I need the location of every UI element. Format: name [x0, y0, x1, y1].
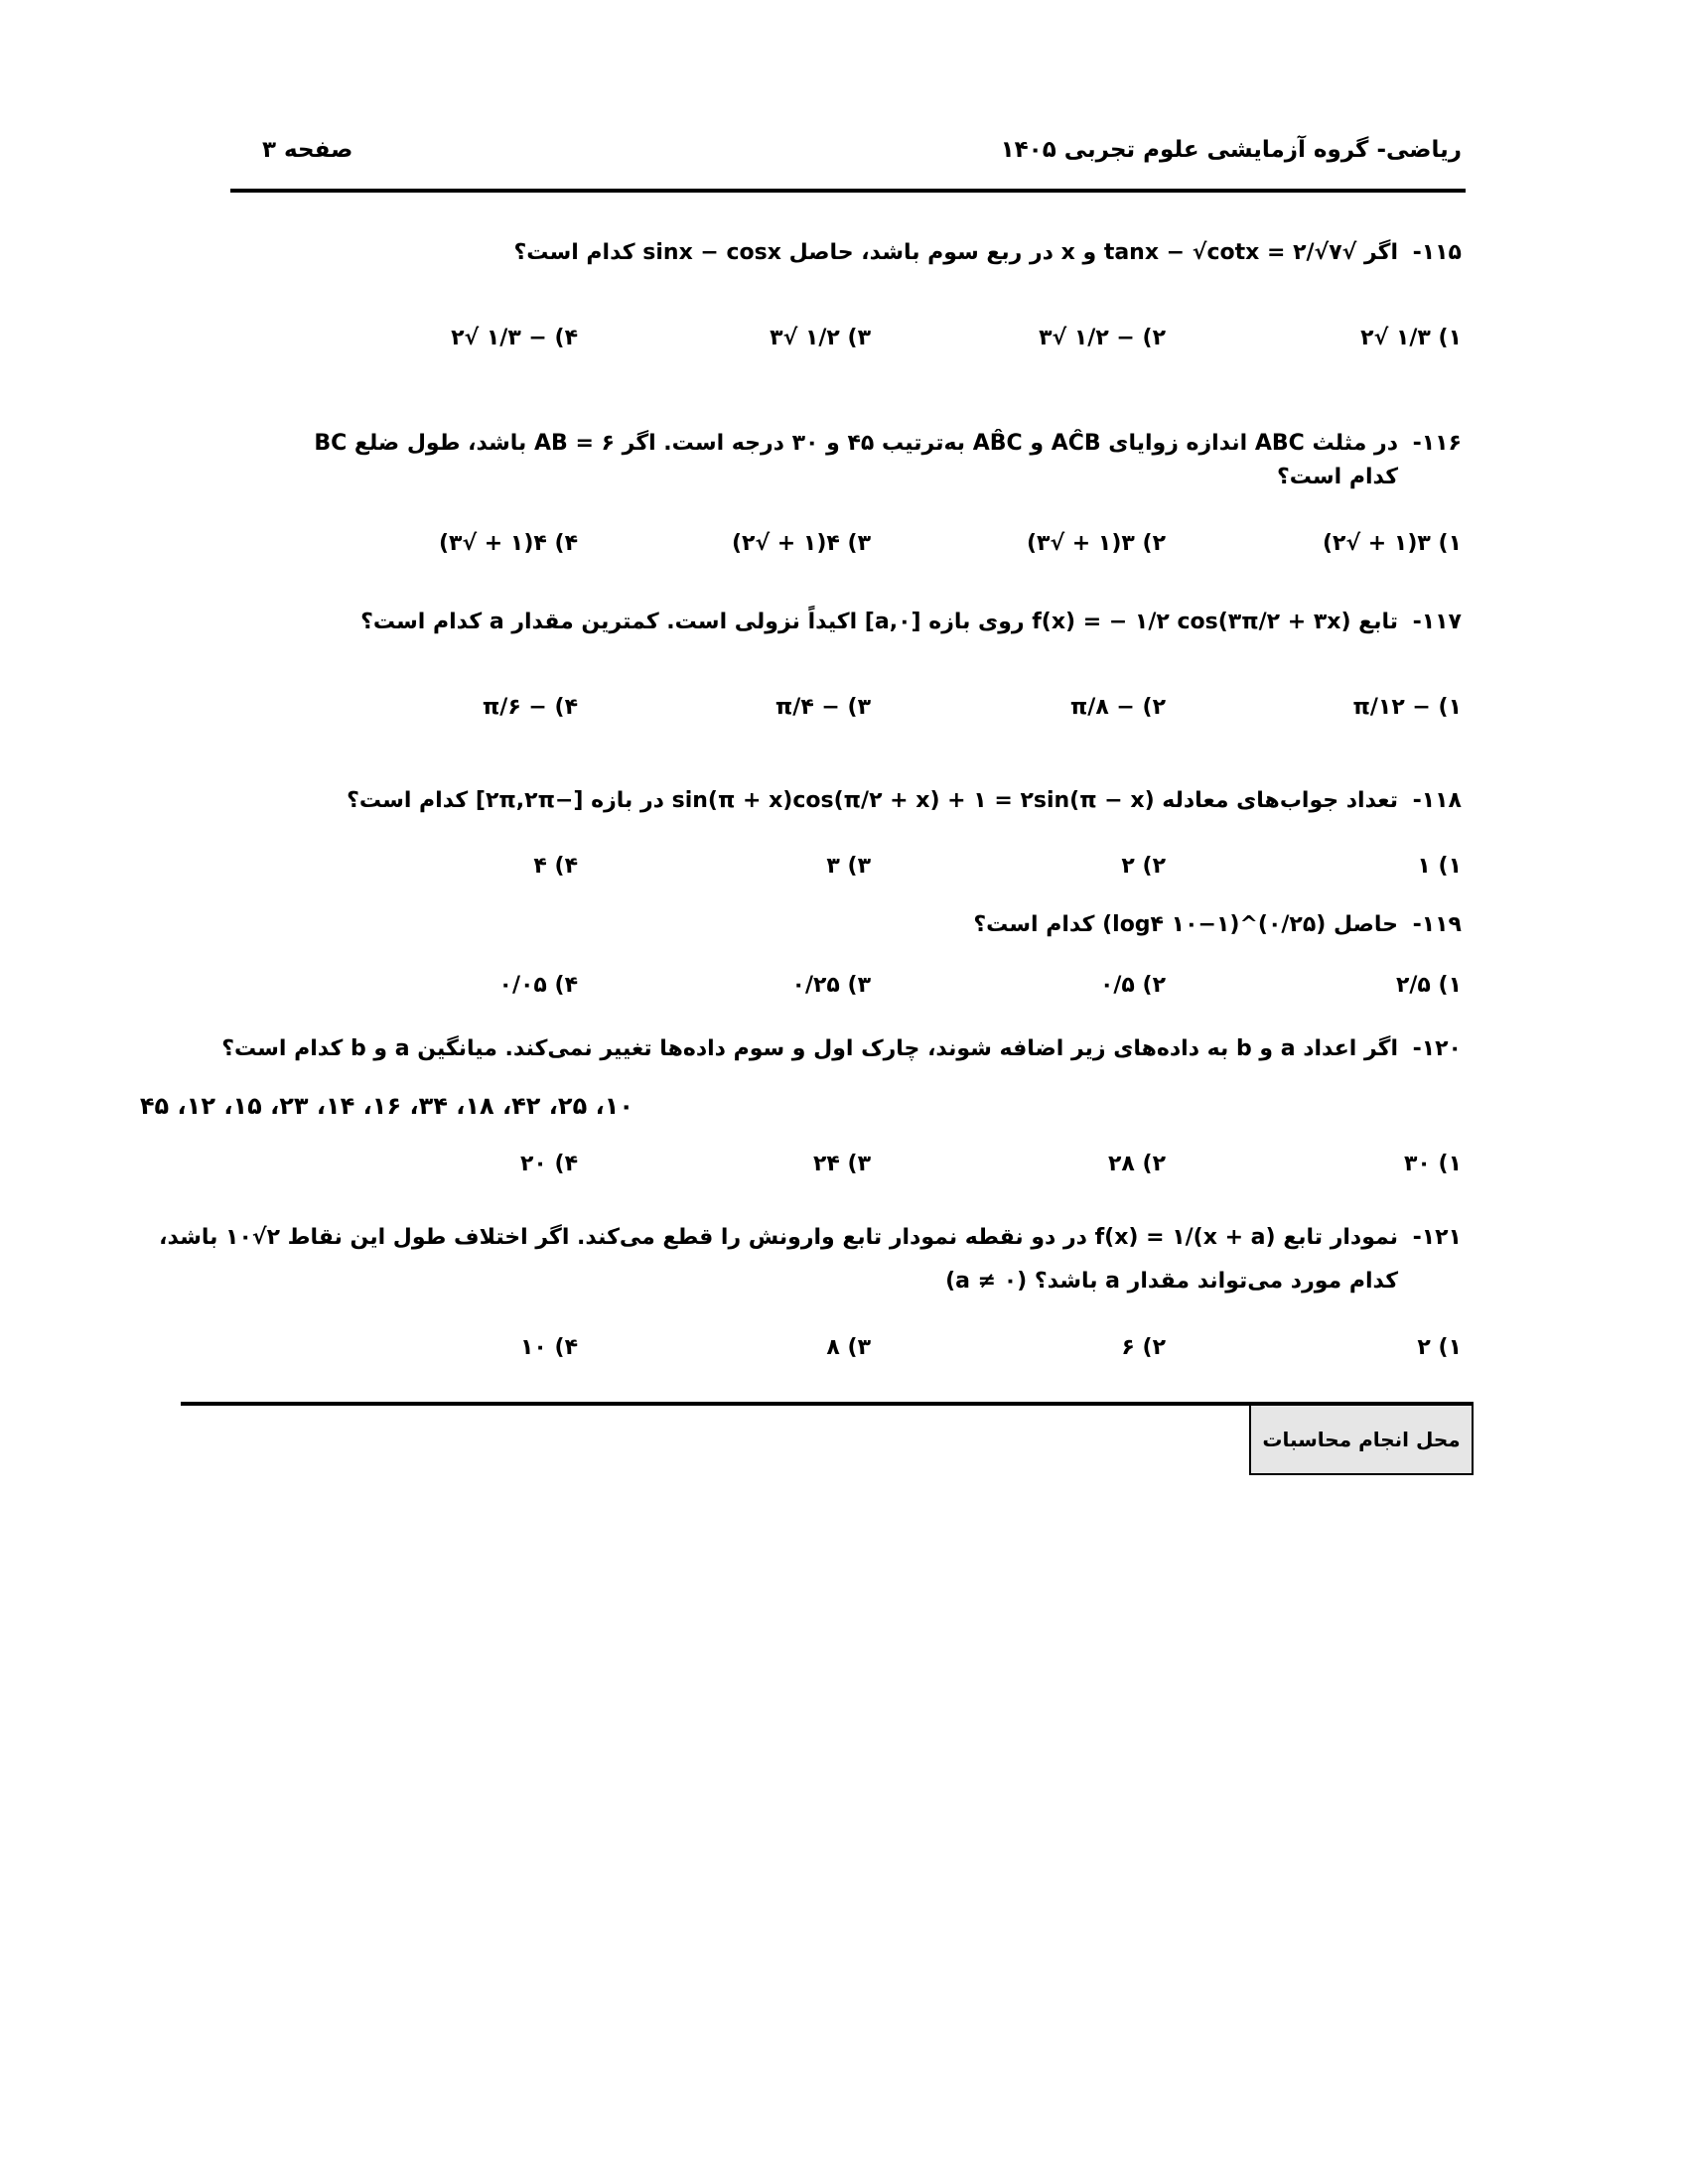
question-text: در مثلث ABC اندازه زوایای AĈB و AB̂C به‌ترتیب ۴۵ و ۳۰ درجه است. اگر AB = ۶ باشد، طول ضلع BC [314, 431, 1398, 456]
question-119 [201, 908, 1462, 942]
question-text: حاصل (۰/۲۵)^(۱−log۴ ۱۰) کدام است؟ [973, 912, 1398, 937]
question-text-line-2: کدام مورد می‌تواند مقدار a باشد؟ (a ≠ ۰) [945, 1269, 1398, 1294]
option-1[interactable]: ۱) − π/۱۲ [1352, 695, 1462, 720]
option-4[interactable]: ۴) ۰/۰۵ [498, 973, 578, 998]
options-119 [290, 973, 1462, 1013]
question-text: تابع f(x) = − ۱/۲ cos(۳π/۲ + ۳x) روی بازه [a,۰] اکیداً نزولی است. کمترین مقدار a کدام است؟ [360, 610, 1398, 634]
page-number: صفحه ۳ [262, 137, 353, 163]
option-3[interactable]: ۳) ۲۴ [812, 1152, 871, 1176]
question-text: اگر اعداد a و b به داده‌های زیر اضافه شوند، چارک اول و سوم داده‌ها تغییر نمی‌کند. میانگین a و b کدام است؟ [221, 1036, 1398, 1061]
option-4[interactable]: ۴) ۴ [533, 854, 578, 879]
options-115 [290, 326, 1462, 365]
question-121 [159, 1221, 1462, 1298]
option-2[interactable]: ۲) ۲ [1121, 854, 1166, 879]
question-120 [201, 1032, 1462, 1066]
question-number: ۱۱۶- [1412, 431, 1462, 456]
option-3[interactable]: ۳) − π/۴ [774, 695, 871, 720]
question-115 [201, 236, 1462, 270]
question-text: اگر √tanx − √cotx = ۲/√۷ و x در ربع سوم باشد، حاصل sinx − cosx کدام است؟ [513, 240, 1398, 265]
option-2[interactable]: ۲) − π/۸ [1069, 695, 1166, 720]
option-4[interactable]: ۴) − ۱/۳ √۲ [451, 326, 578, 350]
option-3[interactable]: ۳) ۸ [826, 1335, 871, 1360]
question-number: ۱۲۰- [1412, 1036, 1462, 1061]
question-117 [201, 606, 1462, 639]
option-2[interactable]: ۲) ۰/۵ [1099, 973, 1166, 998]
header-title: ریاضی- گروه آزمایشی علوم تجربی ۱۴۰۵ [1000, 137, 1462, 163]
option-4[interactable]: ۴) ۲۰ [519, 1152, 578, 1176]
option-2[interactable]: ۲) − ۱/۲ √۳ [1039, 326, 1166, 350]
question-text: تعداد جواب‌های معادله sin(π + x)cos(π/۲ + x) + ۱ = ۲sin(π − x) در بازه [−۲π,۲π] کدام است؟ [347, 788, 1398, 813]
question-number: ۱۱۵- [1412, 240, 1462, 265]
question-number: ۱۱۷- [1412, 610, 1462, 634]
option-1[interactable]: ۱) ۲/۵ [1395, 973, 1462, 998]
option-1[interactable]: ۱) ۲ [1417, 1335, 1462, 1360]
option-1[interactable]: ۱) ۳(۱ + √۲) [1322, 531, 1462, 556]
question-text: نمودار تابع f(x) = ۱/(x + a) در دو نقطه نمودار تابع وارونش را قطع می‌کند. اگر اختلاف طول این نقاط ۲√۱۰ باشد، [159, 1225, 1398, 1250]
option-2[interactable]: ۲) ۲۸ [1107, 1152, 1166, 1176]
option-3[interactable]: ۳) ۴(۱ + √۲) [731, 531, 871, 556]
question-number: ۱۱۹- [1412, 912, 1462, 937]
option-4[interactable]: ۴) − π/۶ [482, 695, 578, 720]
question-number: ۱۲۱- [1412, 1225, 1462, 1250]
option-4[interactable]: ۴) ۴(۱ + √۳) [438, 531, 578, 556]
header-divider [230, 189, 1466, 193]
option-1[interactable]: ۱) ۱/۳ √۲ [1360, 326, 1462, 350]
option-2[interactable]: ۲) ۳(۱ + √۳) [1026, 531, 1166, 556]
question-number: ۱۱۸- [1412, 788, 1462, 813]
options-118 [290, 854, 1462, 893]
option-4[interactable]: ۴) ۱۰ [519, 1335, 578, 1360]
options-121 [290, 1335, 1462, 1375]
question-118 [201, 784, 1462, 818]
question-text-line-2: کدام است؟ [1276, 465, 1398, 489]
option-3[interactable]: ۳) ۱/۲ √۳ [770, 326, 871, 350]
option-2[interactable]: ۲) ۶ [1121, 1335, 1166, 1360]
option-1[interactable]: ۱) ۳۰ [1403, 1152, 1462, 1176]
options-117 [290, 695, 1462, 735]
page-header [230, 137, 1462, 187]
option-3[interactable]: ۳) ۰/۲۵ [791, 973, 871, 998]
calculation-area-label: محل انجام محاسبات [1262, 1428, 1461, 1451]
option-3[interactable]: ۳) ۳ [826, 854, 871, 879]
option-1[interactable]: ۱) ۱ [1417, 854, 1462, 879]
options-116 [290, 531, 1462, 571]
question-116 [201, 427, 1462, 494]
options-120 [290, 1152, 1462, 1191]
data-list: ۱۰، ۲۵، ۴۲، ۱۸، ۳۴، ۱۶، ۱۴، ۲۳، ۱۵، ۱۲، ۴۵ [139, 1092, 633, 1120]
calculation-area-box [1249, 1406, 1474, 1475]
